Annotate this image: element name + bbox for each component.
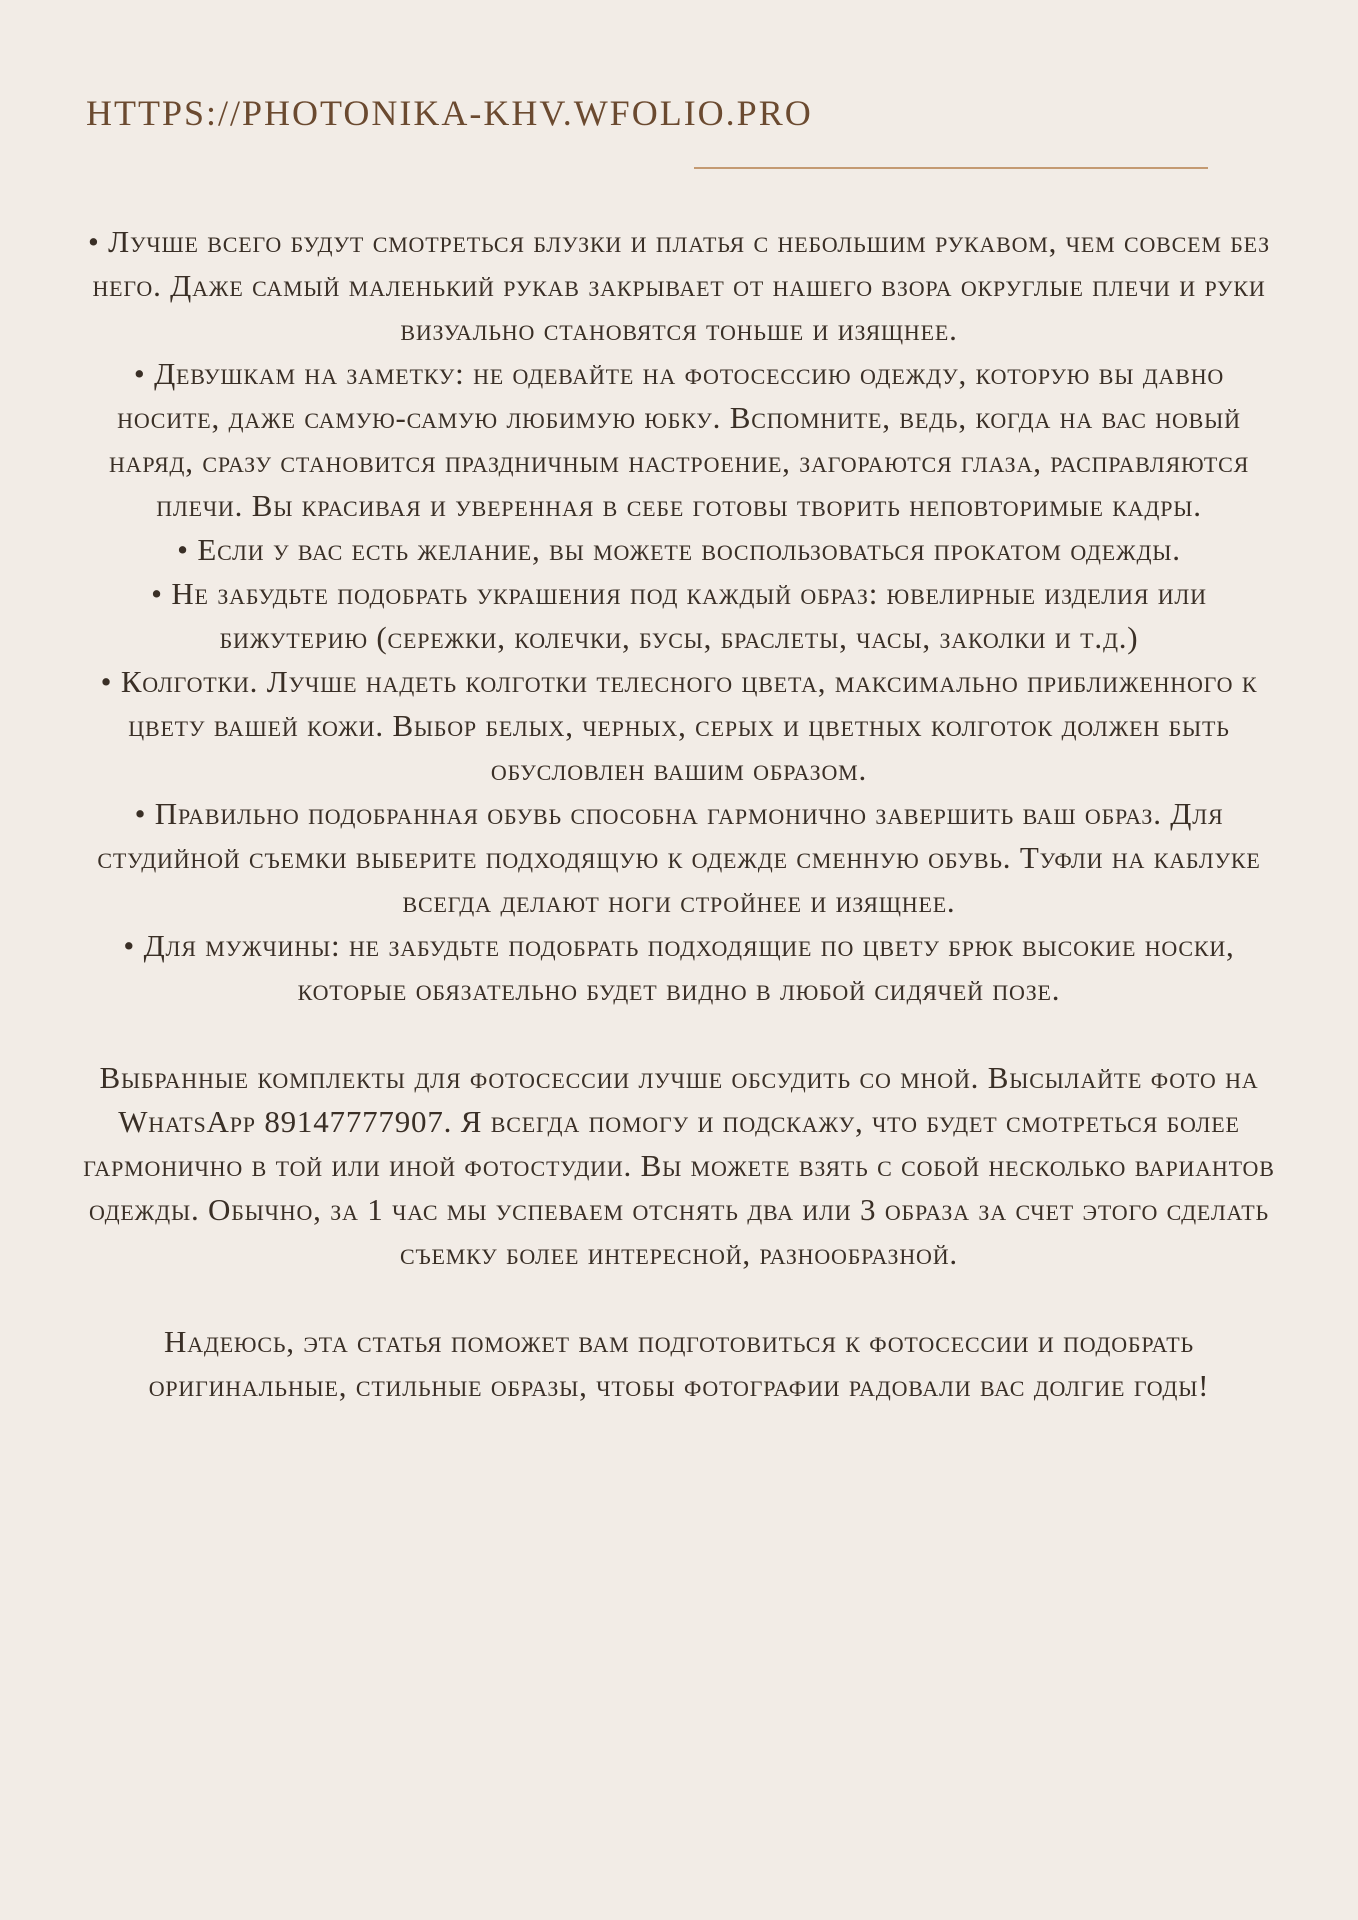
tip-clothing-rental: • Если у вас есть желание, вы можете воспользоваться прокатом одежды. [177,532,1181,567]
tip-tights: • Колготки. Лучше надеть колготки телесного цвета, максимально приближенного к цвету вашей кожи. Выбор белых, черных, серых и цветных колготок должен быть обусловлен вашим образом. [100,664,1258,787]
article-body [80,220,1278,1408]
tips-list [80,220,1278,1012]
tip-men-socks: • Для мужчины: не забудьте подобрать подходящие по цвету брюк высокие носки, которые обязательно будет видно в любой сидячей позе. [123,928,1235,1007]
tip-sleeves: • Лучше всего будут смотреться блузки и платья с небольшим рукавом, чем совсем без него. Даже самый маленький рукав закрывает от нашего взора округлые плечи и руки визуально становятся тоньше и изящнее. [87,224,1271,347]
divider-line [694,167,1208,169]
closing-paragraph: Выбранные комплекты для фотосессии лучше обсудить со мной. Высылайте фото на WhatsApp 89147777907. Я всегда помогу и подскажу, что будет смотреться более гармонично в той или иной фотостудии. Вы можете взять с собой несколько вариантов одежды. Обычно, за 1 час мы успеваем отснять два или 3 образа за счет этого сделать съемку более интересной, разнообразной. [83,1060,1275,1271]
tip-shoes: • Правильно подобранная обувь способна гармонично завершить ваш образ. Для студийной съемки выберите подходящую к одежде сменную обувь. Туфли на каблуке всегда делают ноги стройнее и изящнее. [97,796,1261,919]
final-paragraph: Надеюсь, эта статья поможет вам подготовиться к фотосессии и подобрать оригинальные, стильные образы, чтобы фотографии радовали вас долгие годы! [148,1324,1210,1403]
tip-new-outfit: • Девушкам на заметку: не одевайте на фотосессию одежду, которую вы давно носите, даже самую-самую любимую юбку. Вспомните, ведь, когда на вас новый наряд, сразу становится праздничным настроение, загораются глаза, расправляются плечи. Вы красивая и уверенная в себе готовы творить неповторимые кадры. [108,356,1250,523]
site-url: HTTPS://PHOTONIKA-KHV.WFOLIO.PRO [86,93,813,133]
tip-jewelry: • Не забудьте подобрать украшения под каждый образ: ювелирные изделия или бижутерию (сережки, колечки, бусы, браслеты, часы, заколки и т.д.) [151,576,1207,655]
